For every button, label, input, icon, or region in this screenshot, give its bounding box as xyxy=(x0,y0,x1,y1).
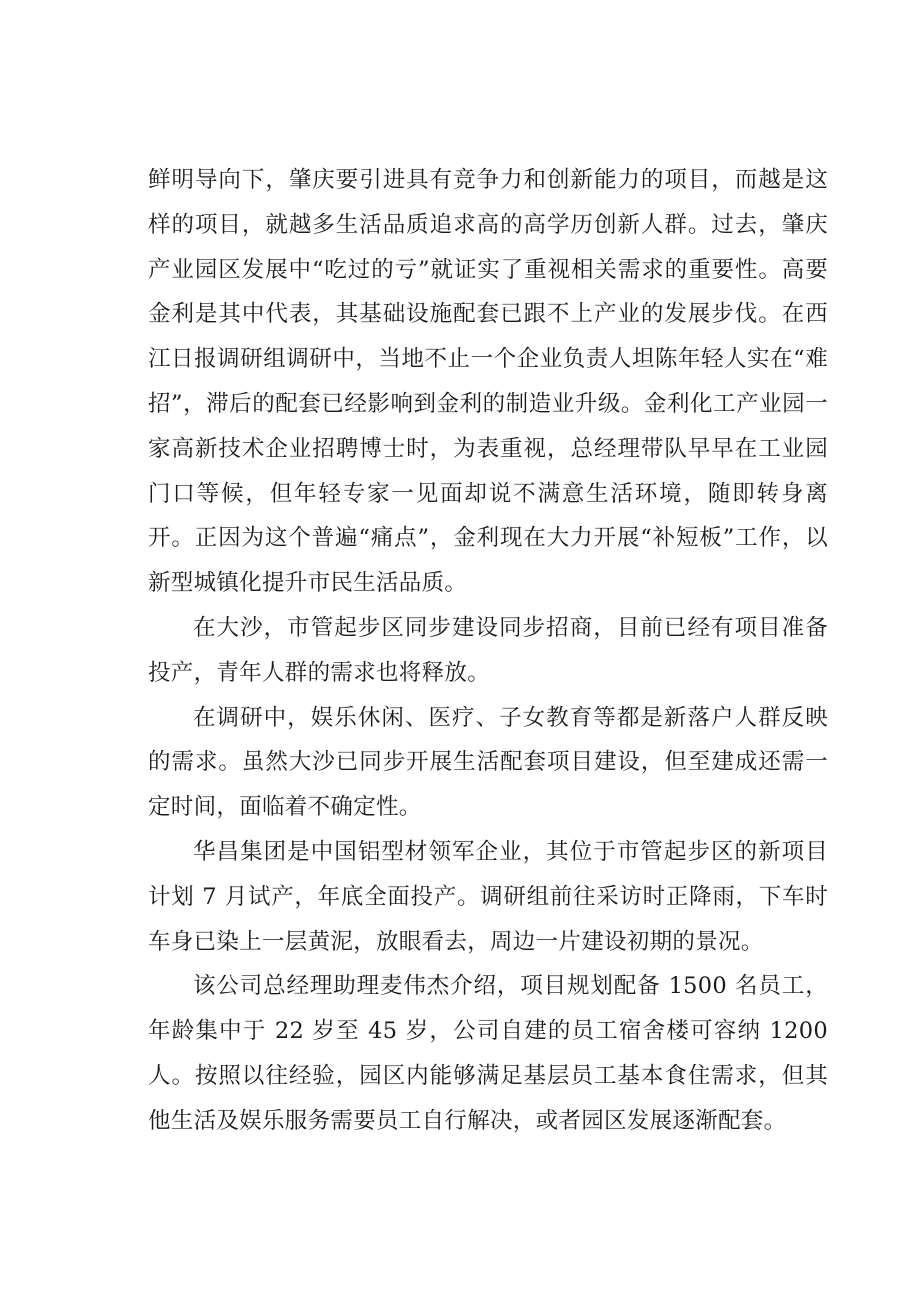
document-body xyxy=(148,158,828,1144)
paragraph-3: 在调研中，娱乐休闲、医疗、子女教育等都是新落户人群反映的需求。虽然大沙已同步开展生活配套项目建设，但至建成还需一定时间，面临着不确定性。 xyxy=(148,704,828,821)
paragraph-5: 该公司总经理助理麦伟杰介绍，项目规划配备 1500 名员工，年龄集中于 22 岁至 45 岁，公司自建的员工宿舍楼可容纳 1200 人。按照以往经验，园区内能够满足基层员工基本食住需求，但其他生活及娱乐服务需要员工自行解决，或者园区发展逐渐配套。 xyxy=(148,973,828,1134)
paragraph-1: 鲜明导向下，肇庆要引进具有竞争力和创新能力的项目，而越是这样的项目，就越多生活品质追求高的高学历创新人群。过去，肇庆产业园区发展中“吃过的亏”就证实了重视相关需求的重要性。高要金利是其中代表，其基础设施配套已跟不上产业的发展步伐。在西江日报调研组调研中，当地不止一个企业负责人坦陈年轻人实在“难招”，滞后的配套已经影响到金利的制造业升级。金利化工产业园一家高新技术企业招聘博士时，为表重视，总经理带队早早在工业园门口等候，但年轻专家一见面却说不满意生活环境，随即转身离开。正因为这个普遍“痛点”，金利现在大力开展“补短板”工作，以新型城镇化提升市民生活品质。 xyxy=(148,167,828,597)
paragraph-4: 华昌集团是中国铝型材领军企业，其位于市管起步区的新项目计划 7 月试产，年底全面投产。调研组前往采访时正降雨，下车时车身已染上一层黄泥，放眼看去，周边一片建设初期的景况。 xyxy=(148,838,828,955)
paragraph-2: 在大沙，市管起步区同步建设同步招商，目前已经有项目准备投产，青年人群的需求也将释放。 xyxy=(148,614,828,686)
